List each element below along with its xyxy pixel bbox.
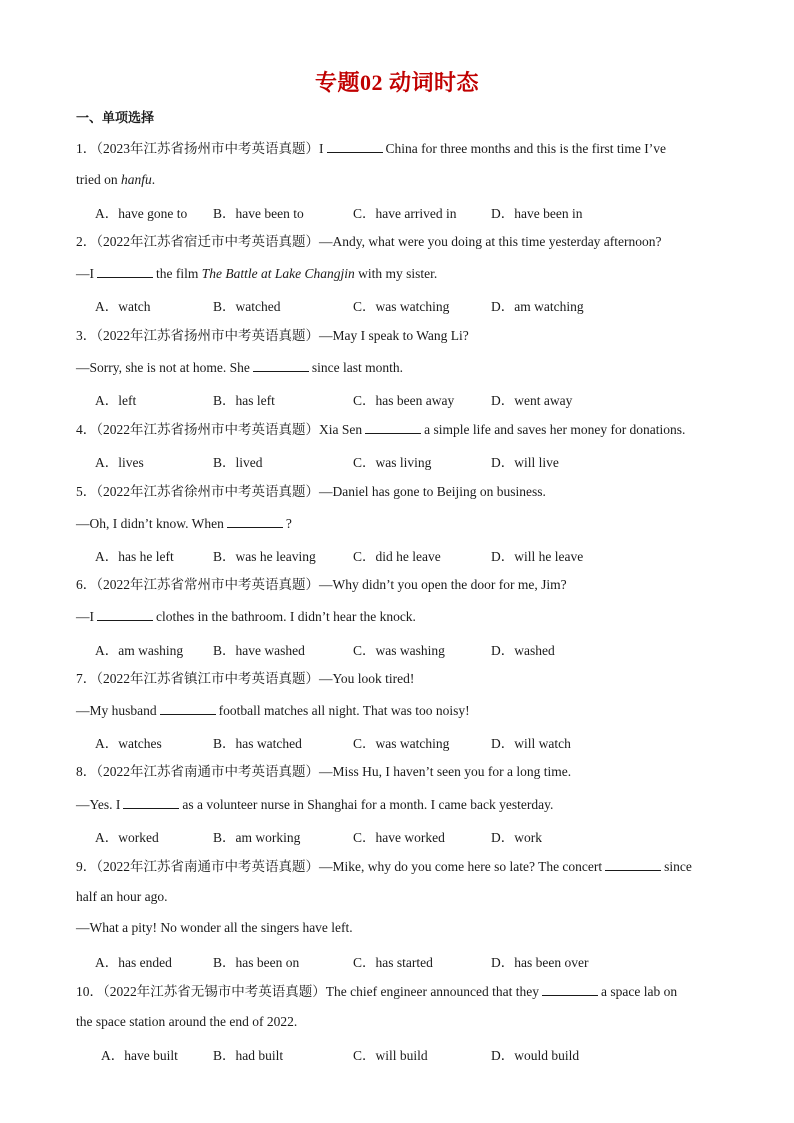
option-d: D．will watch [491,736,571,751]
answer-blank [97,264,153,278]
option-d: D．would build [491,1048,580,1063]
option-d: D．will he leave [491,549,584,564]
page-title: 专题02 动词时态 [314,70,479,95]
question-8-options [95,826,725,844]
option-b: B．has watched [213,736,302,751]
question-5-line-2: —Oh, I didn’t know. When ? [76,516,292,531]
option-d: D．will live [491,455,559,470]
answer-blank [327,139,383,153]
question-1-line-2: tried on hanfu. [76,172,156,187]
question-2-line-1: 2．（2022年江苏省宿迁市中考英语真题）—Andy, what were you doing at this time yesterday afternoon? [76,234,662,249]
answer-blank [97,607,153,621]
option-b: B．has left [213,393,275,408]
option-a: A．has ended [95,955,172,970]
option-b: B．lived [213,455,263,470]
question-5-line-1: 5．（2022年江苏省徐州市中考英语真题）—Daniel has gone to Beijing on business. [76,484,546,499]
option-a: A．lives [95,455,144,470]
question-9-line-2: half an hour ago. [76,889,168,904]
option-a: A．am washing [95,643,184,658]
option-b: B．had built [213,1048,284,1063]
question-3-options [95,389,725,407]
option-a: A．worked [95,830,159,845]
option-c: C．did he leave [353,549,441,564]
option-c: C．have worked [353,830,445,845]
question-10-options [101,1044,731,1062]
option-b: B．was he leaving [213,549,316,564]
question-9-options [95,951,725,969]
question-9-line-1: 9．（2022年江苏省南通市中考英语真题）—Mike, why do you come here so late? The concert since [76,859,692,874]
option-c: C．will build [353,1048,428,1063]
question-3-line-2: —Sorry, she is not at home. She since last month. [76,360,403,375]
question-2-options [95,295,725,313]
option-b: B．has been on [213,955,300,970]
question-10-line-2: the space station around the end of 2022. [76,1014,298,1029]
option-c: C．has started [353,955,433,970]
answer-blank [605,857,661,871]
question-8-line-1: 8．（2022年江苏省南通市中考英语真题）—Miss Hu, I haven’t seen you for a long time. [76,764,572,779]
option-d: D．work [491,830,542,845]
option-b: B．have washed [213,643,305,658]
option-c: C．has been away [353,393,455,408]
question-8-line-2: —Yes. I as a volunteer nurse in Shanghai for a month. I came back yesterday. [76,797,554,812]
option-a: A．watches [95,736,162,751]
option-d: D．have been in [491,206,583,221]
answer-blank [253,358,309,372]
question-2-line-2: —I the film The Battle at Lake Changjin with my sister. [76,266,438,281]
option-a: A．has he left [95,549,174,564]
option-a: A．have built [101,1048,178,1063]
question-6-options [95,639,725,657]
section-heading: 一、单项选择 [76,110,155,125]
question-1-options [95,202,725,220]
question-7-line-1: 7．（2022年江苏省镇江市中考英语真题）—You look tired! [76,671,415,686]
answer-blank [542,982,598,996]
question-4-line-1: 4．（2022年江苏省扬州市中考英语真题）Xia Sen a simple life and saves her money for donations. [76,422,686,437]
question-7-options [95,732,725,750]
option-b: B．am working [213,830,301,845]
option-d: D．went away [491,393,573,408]
question-6-line-2: —I clothes in the bathroom. I didn’t hear the knock. [76,609,416,624]
question-1-line-1: 1．（2023年江苏省扬州市中考英语真题）I China for three months and this is the first time I’ve [76,141,666,156]
question-10-line-1: 10．（2022年江苏省无锡市中考英语真题）The chief engineer announced that they a space lab on [76,984,678,999]
question-7-line-2: —My husband football matches all night. That was too noisy! [76,703,470,718]
option-d: D．am watching [491,299,584,314]
option-a: A．have gone to [95,206,188,221]
option-c: C．was watching [353,299,450,314]
answer-blank [160,701,216,715]
answer-blank [123,795,179,809]
question-6-line-1: 6．（2022年江苏省常州市中考英语真题）—Why didn’t you open the door for me, Jim? [76,577,567,592]
option-c: C．have arrived in [353,206,457,221]
option-a: A．watch [95,299,151,314]
option-c: C．was watching [353,736,450,751]
answer-blank [227,514,283,528]
option-d: D．washed [491,643,555,658]
option-b: B．have been to [213,206,304,221]
option-c: C．was living [353,455,432,470]
option-c: C．was washing [353,643,445,658]
answer-blank [365,420,421,434]
option-d: D．has been over [491,955,589,970]
question-5-options [95,545,725,563]
option-a: A．left [95,393,137,408]
question-9-line-3: —What a pity! No wonder all the singers have left. [76,920,353,935]
question-3-line-1: 3．（2022年江苏省扬州市中考英语真题）—May I speak to Wang Li? [76,328,469,343]
question-4-options [95,451,725,469]
option-b: B．watched [213,299,281,314]
